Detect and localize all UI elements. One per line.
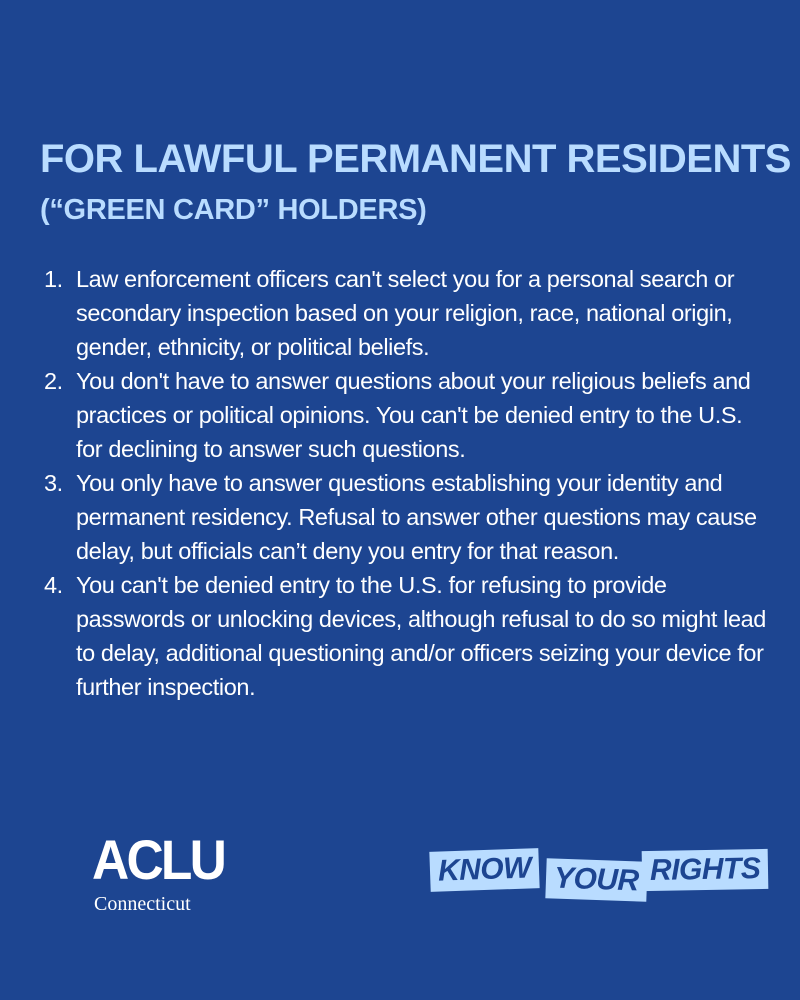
kyr-word-rights: RIGHTS: [642, 849, 769, 891]
rights-list: [44, 262, 770, 704]
kyr-word-your: YOUR: [545, 858, 647, 901]
aclu-logo-wordmark: ACLU: [92, 828, 225, 891]
page-title: FOR LAWFUL PERMANENT RESIDENTS: [40, 137, 791, 181]
rights-item: [44, 262, 770, 364]
rights-item: [44, 466, 770, 568]
rights-item-text: You don't have to answer questions about your religious beliefs and practices or political opinions. You can't be denied entry to the U.S. for declining to answer such questions.: [76, 368, 751, 462]
know-your-rights-logo: [428, 848, 761, 904]
rights-item: [44, 364, 770, 466]
page-subtitle: (“GREEN CARD” HOLDERS): [40, 194, 427, 226]
rights-item-number: 2.: [44, 368, 63, 394]
rights-item-text: You can't be denied entry to the U.S. for refusing to provide passwords or unlocking devices, although refusal to do so might lead to delay, additional questioning and/or officers seizing your device for further inspection.: [76, 572, 766, 700]
rights-item-number: 4.: [44, 572, 63, 598]
rights-item-text: You only have to answer questions establishing your identity and permanent residency. Refusal to answer other questions may cause delay, but officials can’t deny you entry for that reason.: [76, 470, 757, 564]
rights-item-number: 3.: [44, 470, 63, 496]
rights-item: [44, 568, 770, 704]
aclu-logo-chapter: Connecticut: [94, 893, 191, 915]
kyr-word-know: KNOW: [429, 848, 539, 892]
rights-item-number: 1.: [44, 266, 63, 292]
aclu-logo: [92, 828, 242, 922]
rights-item-text: Law enforcement officers can't select you for a personal search or secondary inspection based on your religion, race, national origin, gender, ethnicity, or political beliefs.: [76, 266, 735, 360]
